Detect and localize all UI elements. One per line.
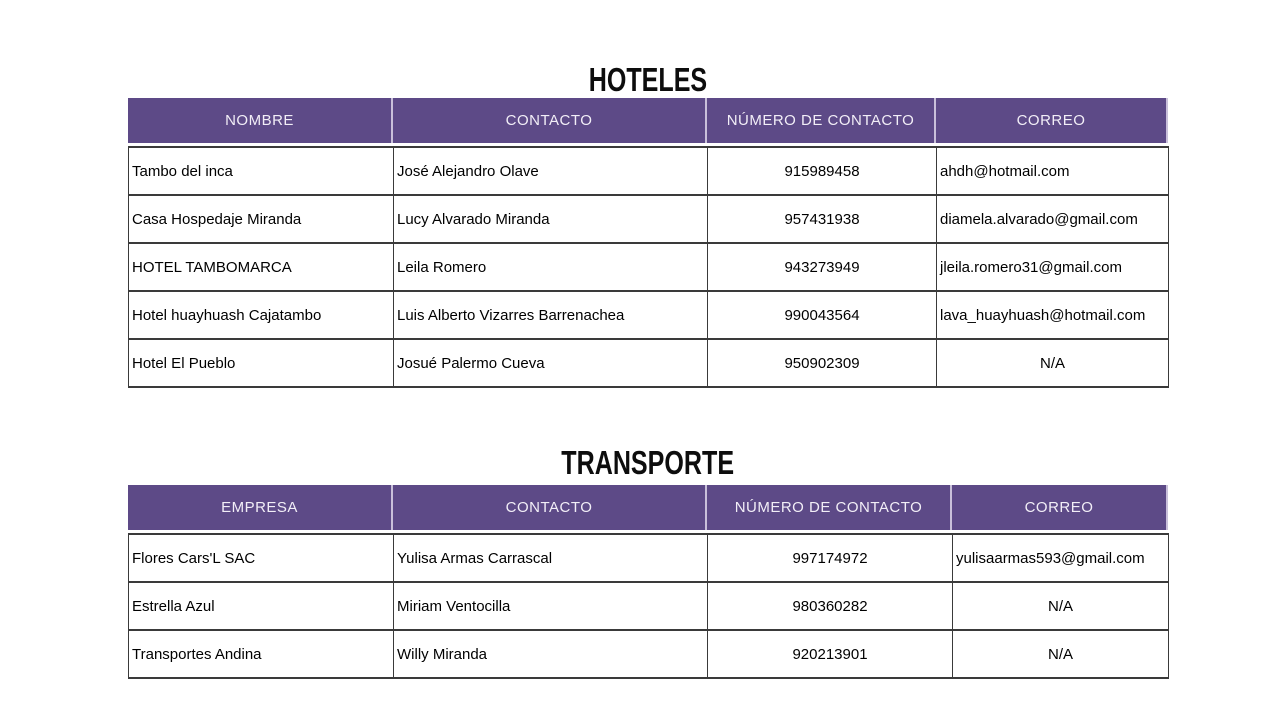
company-phone-cell: 997174972 (708, 534, 953, 582)
hotel-phone-cell: 990043564 (708, 291, 937, 339)
hoteles-header-row (128, 98, 1168, 143)
company-name-cell: Flores Cars'L SAC (129, 534, 394, 582)
table-row (129, 147, 1169, 195)
hotel-name-cell: Hotel huayhuash Cajatambo (129, 291, 394, 339)
hotel-contact-cell: Josué Palermo Cueva (394, 339, 708, 387)
table-row (129, 630, 1169, 678)
hotel-phone-cell: 950902309 (708, 339, 937, 387)
hotel-phone-cell: 915989458 (708, 147, 937, 195)
hotel-name-cell: Tambo del inca (129, 147, 394, 195)
company-email-cell: yulisaarmas593@gmail.com (953, 534, 1169, 582)
hotel-email-cell: jleila.romero31@gmail.com (937, 243, 1169, 291)
table-row (129, 243, 1169, 291)
hotel-phone-cell: 943273949 (708, 243, 937, 291)
hoteles-column-header-contacto: CONTACTO (393, 98, 707, 143)
company-email-cell: N/A (953, 630, 1169, 678)
company-contact-cell: Miriam Ventocilla (394, 582, 708, 630)
hotel-name-cell: Hotel El Pueblo (129, 339, 394, 387)
transporte-title (128, 444, 1168, 482)
company-phone-cell: 980360282 (708, 582, 953, 630)
hotel-contact-cell: Luis Alberto Vizarres Barrenachea (394, 291, 708, 339)
hotel-contact-cell: Leila Romero (394, 243, 708, 291)
hotel-name-cell: HOTEL TAMBOMARCA (129, 243, 394, 291)
hoteles-column-header-numero: NÚMERO DE CONTACTO (707, 98, 936, 143)
transporte-column-header-empresa: EMPRESA (128, 485, 393, 530)
table-row (129, 582, 1169, 630)
company-contact-cell: Willy Miranda (394, 630, 708, 678)
hoteles-table (128, 146, 1169, 388)
table-row (129, 339, 1169, 387)
company-phone-cell: 920213901 (708, 630, 953, 678)
hotel-name-cell: Casa Hospedaje Miranda (129, 195, 394, 243)
transporte-table (128, 533, 1169, 679)
transporte-header-row (128, 485, 1168, 530)
company-email-cell: N/A (953, 582, 1169, 630)
company-name-cell: Transportes Andina (129, 630, 394, 678)
hoteles-column-header-nombre: NOMBRE (128, 98, 393, 143)
hotel-email-cell: N/A (937, 339, 1169, 387)
table-row (129, 195, 1169, 243)
transporte-column-header-correo: CORREO (952, 485, 1168, 530)
table-row (129, 534, 1169, 582)
transporte-title-text: TRANSPORTE (561, 444, 735, 481)
hotel-email-cell: ahdh@hotmail.com (937, 147, 1169, 195)
hoteles-column-header-correo: CORREO (936, 98, 1168, 143)
hotel-email-cell: lava_huayhuash@hotmail.com (937, 291, 1169, 339)
hotel-email-cell: diamela.alvarado@gmail.com (937, 195, 1169, 243)
hotel-phone-cell: 957431938 (708, 195, 937, 243)
table-row (129, 291, 1169, 339)
hotel-contact-cell: José Alejandro Olave (394, 147, 708, 195)
company-contact-cell: Yulisa Armas Carrascal (394, 534, 708, 582)
company-name-cell: Estrella Azul (129, 582, 394, 630)
hoteles-title (128, 61, 1168, 99)
hoteles-title-text: HOTELES (588, 61, 708, 98)
transporte-column-header-numero: NÚMERO DE CONTACTO (707, 485, 952, 530)
hotel-contact-cell: Lucy Alvarado Miranda (394, 195, 708, 243)
transporte-column-header-contacto: CONTACTO (393, 485, 707, 530)
